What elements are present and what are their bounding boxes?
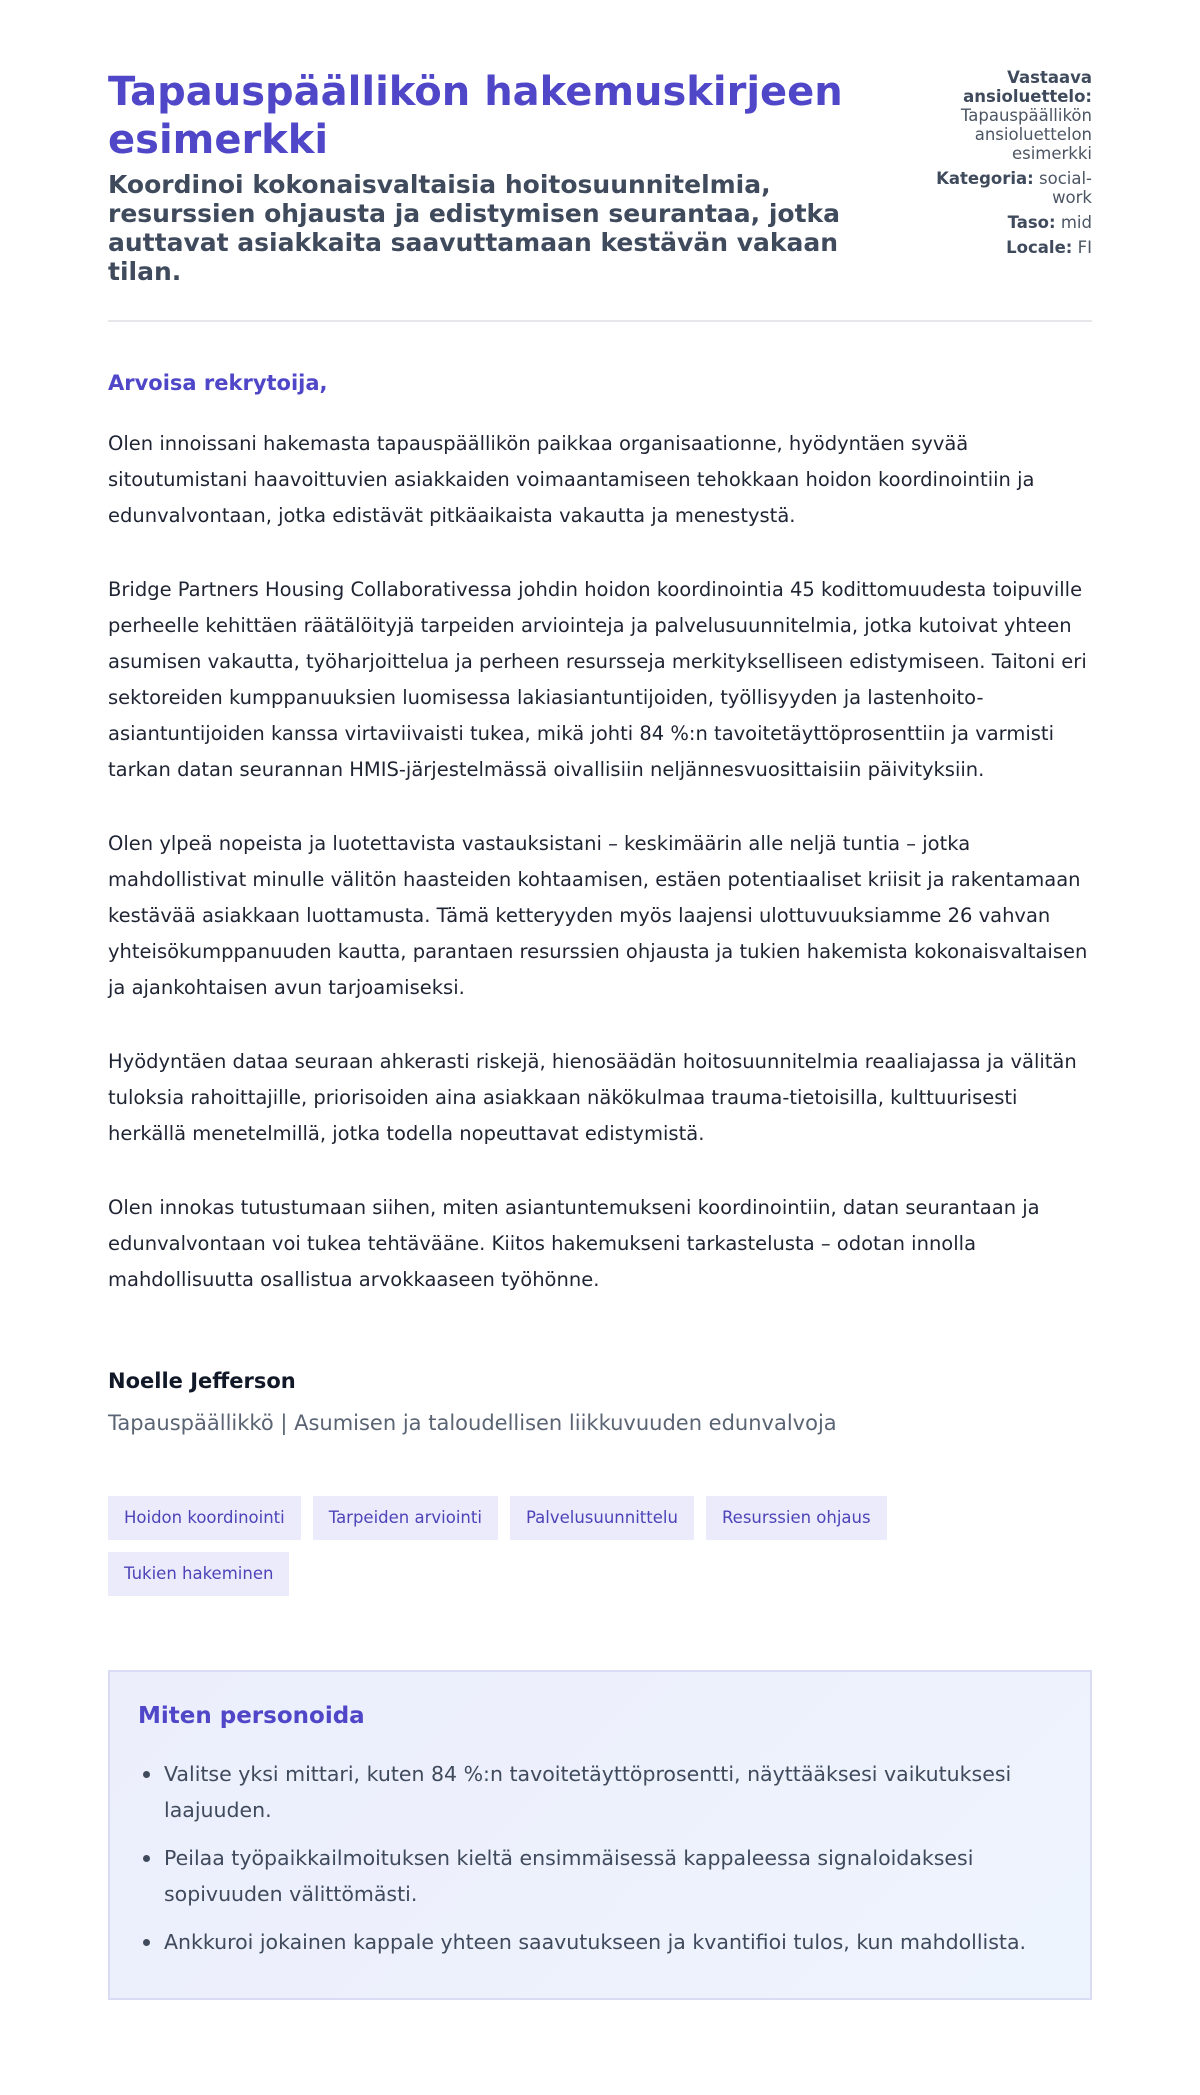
page-title: Tapauspäällikön hakemuskirjeen esimerkki [108, 69, 843, 163]
signature-title: Tapauspäällikkö | Asumisen ja taloudellisen liikkuvuuden edunvalvoja [108, 1411, 837, 1435]
meta-level [912, 213, 1092, 232]
meta-locale-value: FI [1077, 238, 1092, 257]
meta-panel [912, 68, 1092, 263]
page-header [108, 68, 1092, 322]
skill-tag[interactable]: Tukien hakeminen [108, 1552, 289, 1596]
meta-category-key: Kategoria: [936, 169, 1034, 188]
letter-paragraph: Olen ylpeä nopeista ja luotettavista vastauksistani – keskimäärin alle neljä tuntia – jotka mahdollistivat minulle välitön haasteiden kohtaamisen, estäen potentiaaliset kriisit ja rakentamaan kestävää asiakkaan luottamusta. Tämä ketteryyden myös laajensi ulottuvuuksiamme 26 vahvan yhteisökumppanuuden kautta, parantaen resurssien ohjausta ja tukien hakemista kokonaisvaltaisen ja ajankohtaisen avun tarjoamiseksi. [108, 832, 1088, 999]
skill-tags [108, 1496, 968, 1596]
header-titles [108, 68, 868, 286]
skill-tag[interactable]: Tarpeiden arviointi [313, 1496, 498, 1540]
tips-title: Miten personoida [138, 1703, 365, 1729]
letter-paragraph: Hyödyntäen dataa seuraan ahkerasti riskejä, hienosäädän hoitosuunnitelmia reaaliajassa ja välitän tuloksia rahoittajille, priorisoiden aina asiakkaan näkökulmaa trauma-tietoisilla, kulttuurisesti herkällä menetelmillä, jotka todella nopeuttavat edistymistä. [108, 1050, 1077, 1145]
meta-category-value: social-work [1039, 169, 1092, 207]
tips-list-item: Peilaa työpaikkailmoituksen kieltä ensimmäisessä kappaleessa signaloidaksesi sopivuuden välittömästi. [164, 1840, 1062, 1912]
page-subtitle: Koordinoi kokonaisvaltaisia hoitosuunnitelmia, resurssien ohjausta ja edistymisen seurantaa, jotka auttavat asiakkaita saavuttamaan kestävän vakaan tilan. [108, 170, 841, 286]
meta-resume-link[interactable]: Tapauspäällikön ansioluettelon esimerkki [960, 106, 1092, 163]
personalize-tips-box [108, 1670, 1092, 2000]
skill-tag[interactable]: Palvelusuunnittelu [510, 1496, 694, 1540]
meta-level-key: Taso: [1007, 213, 1056, 232]
tips-list [138, 1756, 1062, 1960]
letter-paragraph: Olen innokas tutustumaan siihen, miten asiantuntemukseni koordinointiin, datan seurantaan ja edunvalvontaan voi tukea tehtävääne. Kiitos hakemukseni tarkastelusta – odotan innolla mahdollisuutta osallistua arvokkaaseen työhönne. [108, 1196, 1040, 1291]
cover-letter-page [108, 0, 1092, 2000]
tips-list-item: Valitse yksi mittari, kuten 84 %:n tavoitetäyttöprosentti, näyttääksesi vaikutuksesi laajuuden. [164, 1756, 1062, 1828]
meta-resume [912, 68, 1092, 163]
meta-locale-key: Locale: [1006, 238, 1073, 257]
meta-locale [912, 238, 1092, 257]
tips-list-item: Ankkuroi jokainen kappale yhteen saavutukseen ja kvantifioi tulos, kun mahdollista. [164, 1924, 1062, 1960]
meta-category [912, 169, 1092, 207]
meta-resume-key: Vastaava ansioluettelo: [963, 68, 1092, 106]
letter-paragraph: Olen innoissani hakemasta tapauspäällikön paikkaa organisaationne, hyödyntäen syvää sitoutumistani haavoittuvien asiakkaiden voimaantamiseen tehokkaan hoidon koordinointiin ja edunvalvontaan, jotka edistävät pitkäaikaista vakautta ja menestystä. [108, 432, 1035, 527]
skill-tag[interactable]: Resurssien ohjaus [706, 1496, 887, 1540]
salutation: Arvoisa rekrytoija, [108, 371, 328, 395]
meta-level-value: mid [1060, 213, 1092, 232]
signature-block [108, 1368, 1092, 1436]
signature-name: Noelle Jefferson [108, 1369, 296, 1393]
letter-paragraph: Bridge Partners Housing Collaborativessa johdin hoidon koordinointia 45 kodittomuudesta toipuville perheelle kehittäen räätälöityjä tarpeiden arviointeja ja palvelusuunnitelmia, jotka kutoivat yhteen asumisen vakautta, työharjoittelua ja perheen resursseja merkitykselliseen edistymiseen. Taitoni eri sektoreiden kumppanuuksien luomisessa lakiasiantuntijoiden, työllisyyden ja lastenhoito-asiantuntijoiden kanssa virtaviivaisti tukea, mikä johti 84 %:n tavoitetäyttöprosenttiin ja varmisti tarkan datan seurannan HMIS-järjestelmässä oivallisiin neljännesvuosittaisiin päivityksiin. [108, 578, 1087, 781]
skill-tag[interactable]: Hoidon koordinointi [108, 1496, 301, 1540]
letter-body [108, 426, 1092, 1298]
